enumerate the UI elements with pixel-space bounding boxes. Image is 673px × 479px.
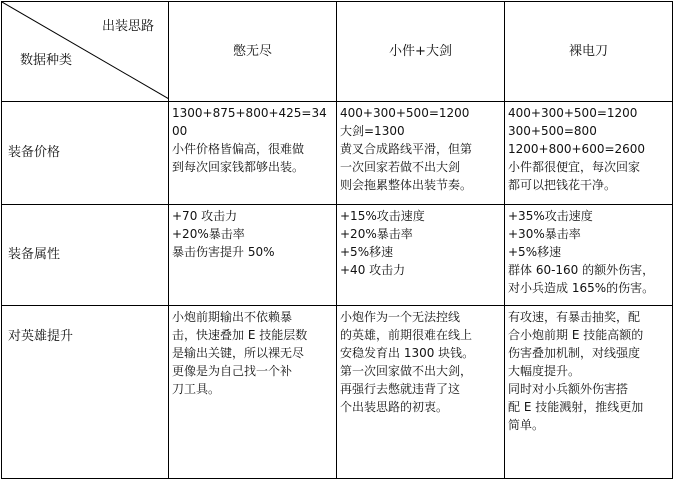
cell-line: 合小炮前期 E 技能高额的	[508, 328, 644, 342]
cell-line: 1300+875+800+425=3400	[172, 106, 327, 138]
cell-line: 400+300+500=1200	[508, 106, 638, 120]
cell-line: +20%暴击率	[340, 227, 413, 241]
cell-line: +5%移速	[508, 245, 562, 259]
cell-line: +70 攻击力	[172, 209, 238, 223]
cell-line: 简单。	[508, 418, 545, 432]
cell-line: 大剑=1300	[340, 124, 405, 138]
cell-line: 是输出关键，所以裸无尽	[172, 346, 305, 360]
comparison-table	[1, 1, 673, 479]
cell-line: +15%攻击速度	[340, 209, 425, 223]
cell-line: 到每次回家钱都够出装。	[172, 160, 305, 174]
column-header: 小件+大剑	[337, 2, 505, 102]
cell-line: 个出装思路的初衷。	[340, 400, 449, 414]
cell-line: 300+500=800	[508, 124, 597, 138]
cell-line: +40 攻击力	[340, 263, 406, 277]
cell-line: 黄叉合成路线平滑，但第	[340, 142, 473, 156]
cell-line: 更像是为自己找一个补	[172, 364, 293, 378]
corner-label-build-idea: 出装思路	[101, 19, 154, 34]
header-row	[2, 2, 673, 102]
cell-line: 则会拖累整体出装节奏。	[340, 178, 473, 192]
row-header: 对英雄提升	[2, 306, 169, 479]
corner-label-data-type: 数据种类	[20, 53, 73, 68]
cell-line: +20%暴击率	[172, 227, 245, 241]
row-header: 装备价格	[2, 102, 169, 205]
cell-line: 暴击伤害提升 50%	[172, 245, 275, 259]
corner-header-cell	[2, 2, 169, 102]
cell-line: 配 E 技能溅射，推线更加	[508, 400, 644, 414]
table-cell	[169, 205, 337, 306]
cell-line: 1200+800+600=2600	[508, 142, 646, 156]
row-header: 装备属性	[2, 205, 169, 306]
table-cell	[505, 102, 673, 205]
table-row-attributes	[2, 205, 673, 306]
cell-line: 400+300+500=1200	[340, 106, 470, 120]
cell-line: 击，快速叠加 E 技能层数	[172, 328, 308, 342]
table-cell	[169, 102, 337, 205]
diagonal-divider	[2, 2, 169, 99]
cell-line: 都可以把钱花干净。	[508, 178, 617, 192]
cell-line: +35%攻击速度	[508, 209, 593, 223]
cell-line: 刀工具。	[172, 382, 221, 396]
cell-line: 小件价格皆偏高，很难做	[172, 142, 305, 156]
cell-line: 小件都很便宜，每次回家	[508, 160, 641, 174]
cell-line: 一次回家若做不出大剑	[340, 160, 461, 174]
cell-line: 同时对小兵额外伤害搭	[508, 382, 629, 396]
cell-line: 小炮作为一个无法控线	[340, 310, 461, 324]
column-header: 憋无尽	[169, 2, 337, 102]
cell-line: 伤害叠加机制，对线强度	[508, 346, 641, 360]
table-cell	[337, 102, 505, 205]
cell-line: 群体 60-160 的额外伤害，	[508, 263, 655, 277]
cell-line: +5%移速	[340, 245, 394, 259]
table-cell	[169, 306, 337, 479]
table-row-price	[2, 102, 673, 205]
table-row-hero-boost	[2, 306, 673, 479]
cell-line: 对小兵造成 165%的伤害。	[508, 281, 655, 295]
cell-line: 的英雄，前期很难在线上	[340, 328, 473, 342]
cell-line: 再强行去憋就违背了这	[340, 382, 461, 396]
table-cell	[337, 306, 505, 479]
column-header: 裸电刀	[505, 2, 673, 102]
table-cell	[505, 205, 673, 306]
cell-line: 安稳发育出 1300 块钱。	[340, 346, 475, 360]
cell-line: +30%暴击率	[508, 227, 581, 241]
cell-line: 有攻速，有暴击抽奖，配	[508, 310, 641, 324]
table-cell	[505, 306, 673, 479]
table-cell	[337, 205, 505, 306]
cell-line: 大幅度提升。	[508, 364, 581, 378]
cell-line: 第一次回家做不出大剑，	[340, 364, 473, 378]
cell-line: 小炮前期输出不依赖暴	[172, 310, 293, 324]
